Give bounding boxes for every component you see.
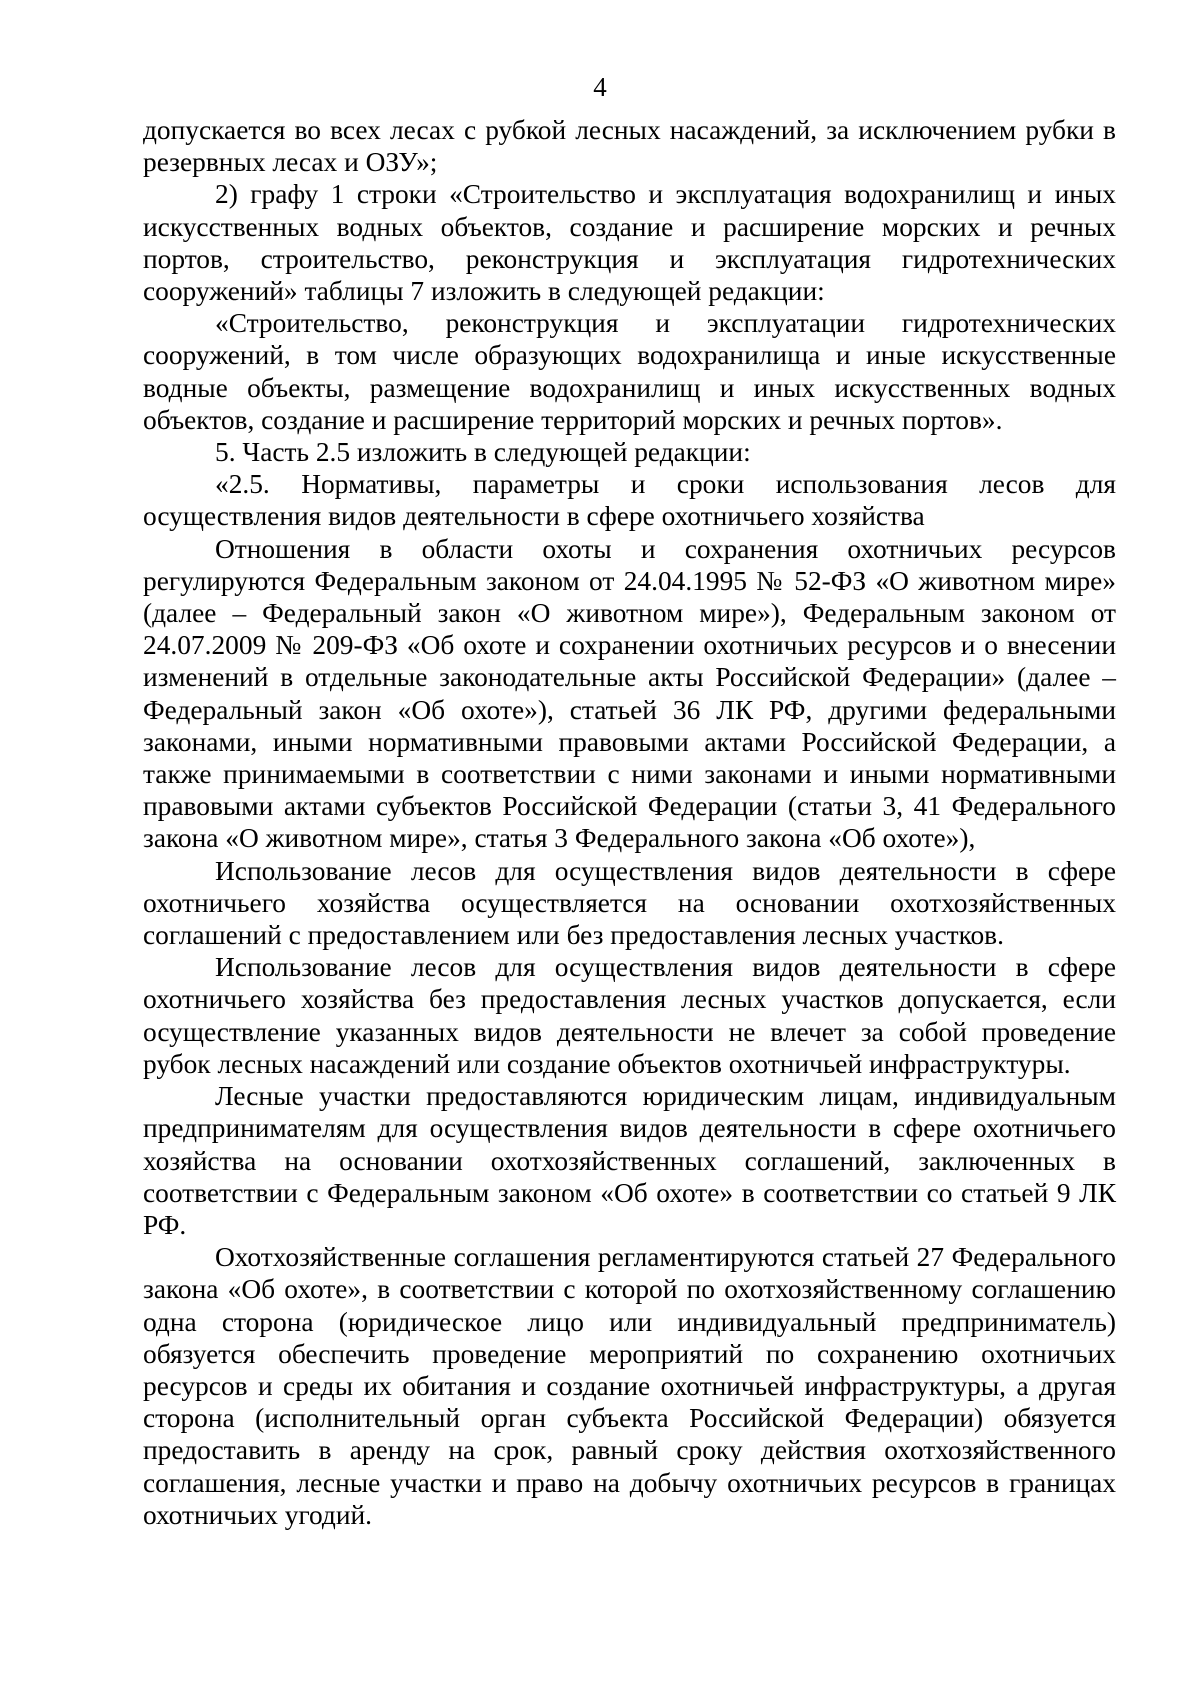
paragraph: Охотхозяйственные соглашения регламентируются статьей 27 Федерального закона «Об охоте», в соответствии с которой по охотхозяйственному соглашению одна сторона (юридическое лицо или индивидуальный предприниматель) обязуется обеспечить проведение мероприятий по сохранению охотничьих ресурсов и среды их обитания и создание охотничьей инфраструктуры, а другая сторона (исполнительный орган субъекта Российской Федерации) обязуется предоставить в аренду на срок, равный сроку действия охотхозяйственного соглашения, лесные участки и право на добычу охотничьих ресурсов в границах охотничьих угодий. xyxy=(143,1242,1116,1530)
paragraph: Использование лесов для осуществления видов деятельности в сфере охотничьего хозяйства без предоставления лесных участков допускается, если осуществление указанных видов деятельности не влечет за собой проведение рубок лесных насаждений или создание объектов охотничьей инфраструктуры. xyxy=(143,952,1116,1079)
paragraph: «Строительство, реконструкция и эксплуатации гидротехнических сооружений, в том числе образующих водохранилища и иные искусственные водные объекты, размещение водохранилищ и иных искусственных водных объектов, создание и расширение территорий морских и речных портов». xyxy=(143,308,1116,435)
paragraph: Отношения в области охоты и сохранения охотничьих ресурсов регулируются Федеральным законом от 24.04.1995 № 52-ФЗ «О животном мире» (далее – Федеральный закон «О животном мире»), Федеральным законом от 24.07.2009 № 209-ФЗ «Об охоте и сохранении охотничьих ресурсов и о внесении изменений в отдельные законодательные акты Российской Федерации» (далее – Федеральный закон «Об охоте»), статьей 36 ЛК РФ, другими федеральными законами, иными нормативными правовыми актами Российской Федерации, а также принимаемыми в соответствии с ними законами и иными нормативными правовыми актами субъектов Российской Федерации (статьи 3, 41 Федерального закона «О животном мире», статья 3 Федерального закона «Об охоте»), xyxy=(143,533,1116,854)
paragraph: Лесные участки предоставляются юридическим лицам, индивидуальным предпринимателям для осуществления видов деятельности в сфере охотничьего хозяйства на основании охотхозяйственных соглашений, заключенных в соответствии с Федеральным законом «Об охоте» в соответствии со статьей 9 ЛК РФ. xyxy=(143,1081,1116,1240)
paragraph: Использование лесов для осуществления видов деятельности в сфере охотничьего хозяйства осуществляется на основании охотхозяйственных соглашений с предоставлением или без предоставления лесных участков. xyxy=(143,855,1116,951)
page-number: 4 xyxy=(593,72,607,102)
paragraph: 5. Часть 2.5 изложить в следующей редакции: xyxy=(215,437,751,468)
document-body xyxy=(143,114,1116,1531)
paragraph: 2) графу 1 строки «Строительство и эксплуатация водохранилищ и иных искусственных водных объектов, создание и расширение морских и речных портов, строительство, реконструкция и эксплуатация гидротехнических сооружений» таблицы 7 изложить в следующей редакции: xyxy=(143,179,1116,307)
section-heading: «2.5. Нормативы, параметры и сроки использования лесов для осуществления видов деятельности в сфере охотничьего хозяйства xyxy=(143,469,1116,532)
paragraph: допускается во всех лесах с рубкой лесных насаждений, за исключением рубки в резервных лесах и ОЗУ»; xyxy=(143,115,1116,178)
